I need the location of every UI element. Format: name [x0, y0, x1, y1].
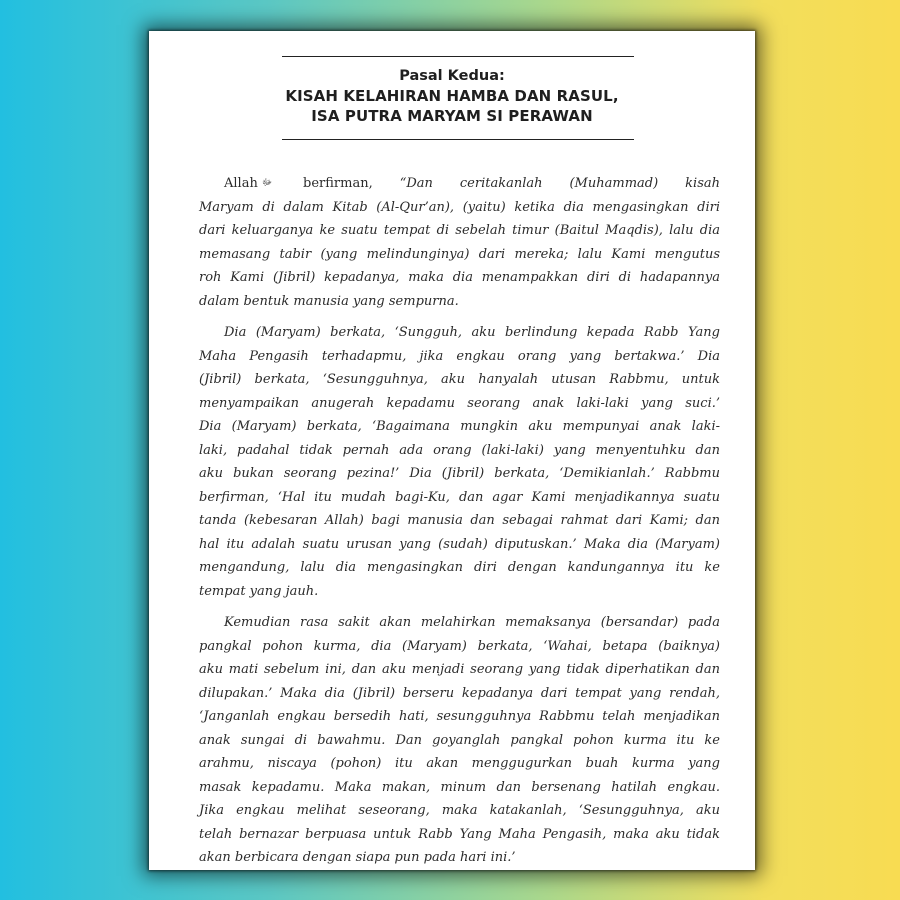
paragraph-3 — [199, 611, 720, 870]
text-line: Dia (Maryam) berkata, ‘Sungguh, aku berlindung kepada Rabb Yang — [224, 325, 720, 340]
text-line: menyampaikan anugerah kepadamu seorang anak laki-laki yang suci.’ — [199, 395, 720, 411]
text-line: Maha Pengasih terhadapmu, jika engkau orang yang bertakwa.’ Dia — [199, 348, 720, 364]
word-allah: Allah — [224, 176, 258, 191]
word-berfirman: berfirman, — [303, 176, 373, 191]
chapter-title-line-1: KISAH KELAHIRAN HAMBA DAN RASUL, — [285, 87, 619, 105]
text-line: (Jibril) berkata, ‘Sesungguhnya, aku hanyalah utusan Rabbmu, untuk — [199, 372, 720, 387]
text-line: roh Kami (Jibril) kepadanya, maka dia menampakkan diri di hadapannya — [199, 270, 720, 285]
bottom-rule — [282, 139, 634, 140]
chapter-title-line-2: ISA PUTRA MARYAM SI PERAWAN — [311, 107, 593, 125]
text-line: telah bernazar berpuasa untuk Rabb Yang Maha Pengasih, maka aku tidak — [199, 826, 720, 842]
text-line: akan berbicara dengan siapa pun pada hari ini.’ — [199, 850, 516, 865]
text-line: pangkal pohon kurma, dia (Maryam) berkata, ‘Wahai, betapa (baiknya) — [199, 638, 720, 654]
text-line: mengandung, lalu dia mengasingkan diri dengan kandungannya itu ke — [199, 560, 720, 575]
paragraph-2 — [199, 321, 720, 603]
text-line: aku bukan seorang pezina!’ Dia (Jibril) berkata, ‘Demikianlah.’ Rabbmu — [199, 466, 720, 481]
text-line: berfirman, ‘Hal itu mudah bagi-Ku, dan agar Kami menjadikannya suatu — [199, 489, 720, 505]
text-line: tanda (kebesaran Allah) bagi manusia dan sebagai rahmat dari Kami; dan — [199, 513, 720, 528]
chapter-heading — [149, 66, 755, 126]
text-line: anak sungai di bawahmu. Dan goyanglah pangkal pohon kurma itu ke — [199, 732, 720, 748]
text-line: hal itu adalah suatu urusan yang (sudah) diputuskan.’ Maka dia (Maryam) — [199, 536, 720, 552]
text-line — [199, 172, 720, 196]
top-rule — [282, 56, 634, 57]
text-line: Dia (Maryam) berkata, ‘Bagaimana mungkin aku mempunyai anak laki- — [199, 419, 720, 434]
chapter-label: Pasal Kedua: — [399, 68, 505, 84]
text-line: dilupakan.’ Maka dia (Jibril) berseru kepadanya dari tempat yang rendah, — [199, 685, 720, 701]
text-line: masak kepadamu. Maka makan, minum dan bersenang hatilah engkau. — [199, 779, 720, 795]
text-line: arahmu, niscaya (pohon) itu akan menggugurkan buah kurma yang — [199, 756, 720, 771]
body-text — [199, 172, 720, 878]
text-line: tempat yang jauh. — [199, 583, 319, 599]
text-line: Jika engkau melihat seseorang, maka katakanlah, ‘Sesungguhnya, aku — [199, 803, 720, 818]
book-page — [149, 31, 755, 870]
paragraph-1 — [199, 172, 720, 313]
text-line: Maryam di dalam Kitab (Al-Qur’an), (yaitu) ketika dia mengasingkan diri — [199, 199, 720, 215]
text-line: ‘Janganlah engkau bersedih hati, sesungguhnya Rabbmu telah menjadikan — [199, 709, 720, 724]
text-line: dalam bentuk manusia yang sempurna. — [199, 293, 459, 309]
text-line: dari keluarganya ke suatu tempat di sebelah timur (Baitul Maqdis), lalu dia — [199, 223, 720, 238]
text-line: memasang tabir (yang melindunginya) dari mereka; lalu Kami mengutus — [199, 246, 720, 262]
quote-start: “Dan ceritakanlah (Muhammad) kisah — [399, 176, 720, 191]
text-line: laki, padahal tidak pernah ada orang (laki-laki) yang menyentuhku dan — [199, 442, 720, 458]
text-line: aku mati sebelum ini, dan aku menjadi seorang yang tidak diperhatikan dan — [199, 662, 720, 677]
honorific-glyph: ﷻ — [261, 178, 272, 188]
text-line: Kemudian rasa sakit akan melahirkan memaksanya (bersandar) pada — [224, 615, 720, 630]
